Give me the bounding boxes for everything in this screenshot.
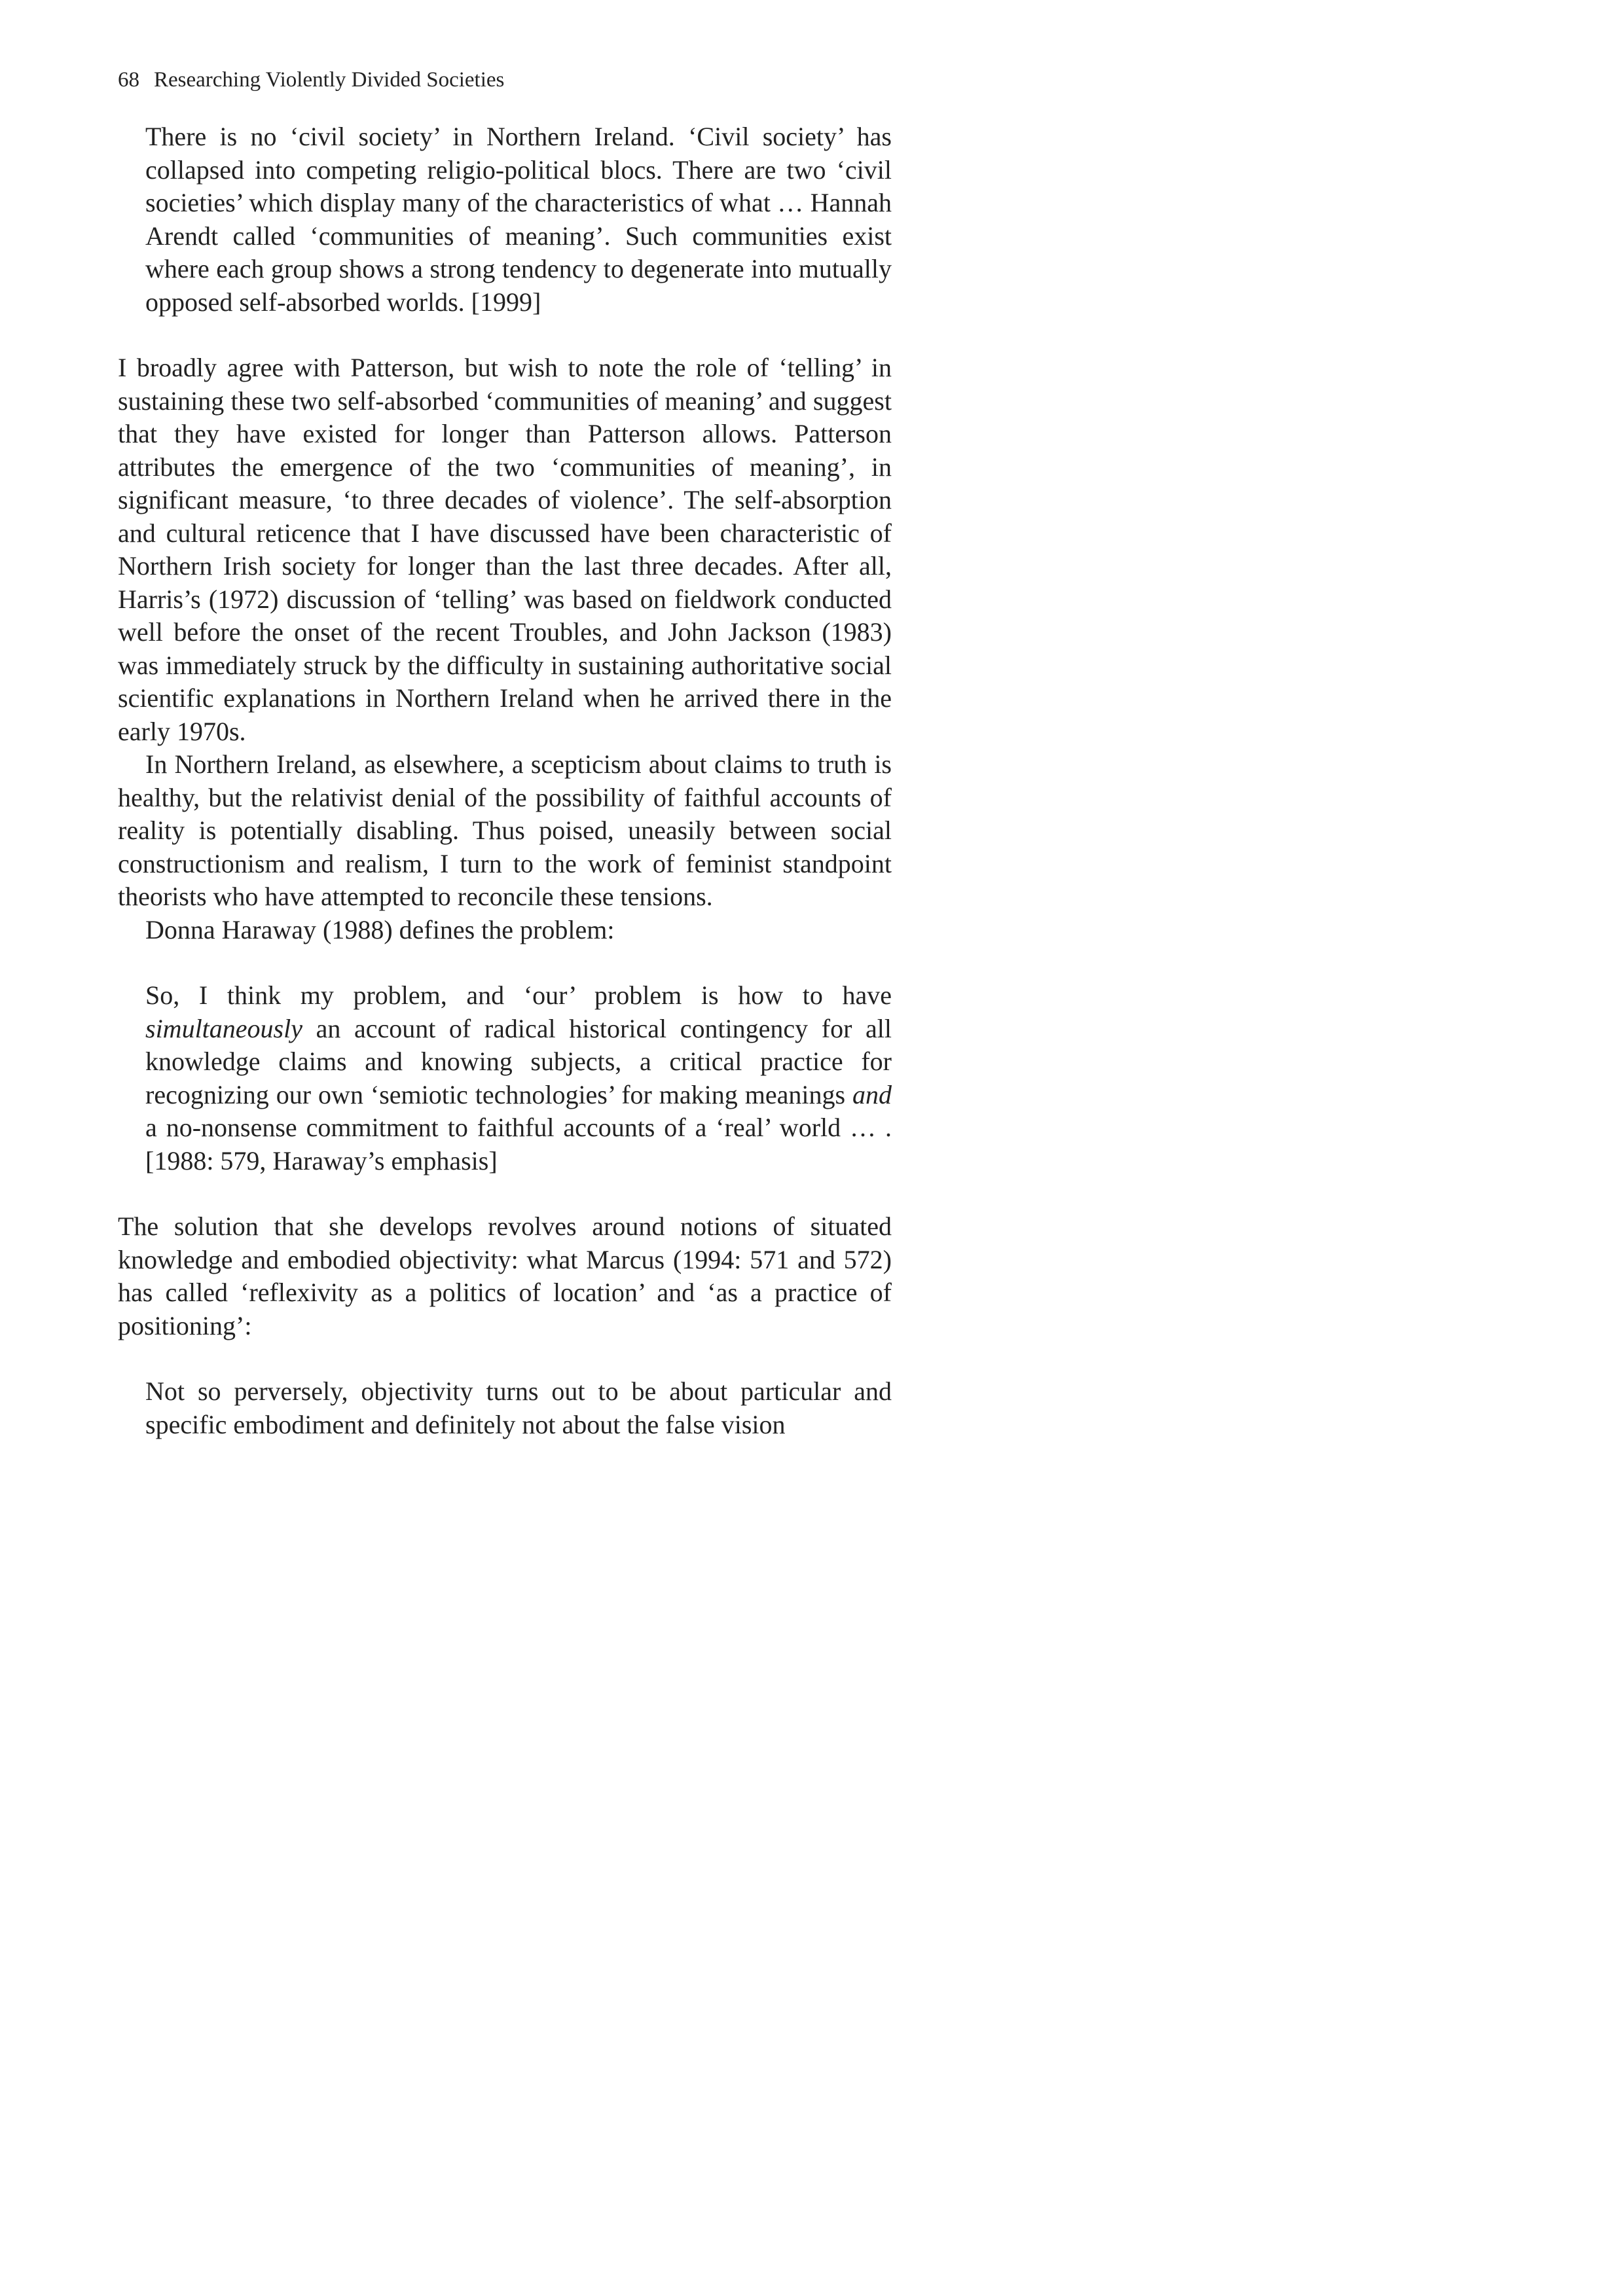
quote-text: an account of radical historical contingency for all knowledge claims and knowing subjects, a critical practice for recognizing our own ‘semiotic technologies’ for making meanings	[145, 1013, 892, 1109]
quote-emphasis: and	[852, 1079, 892, 1109]
quote-text: a no-nonsense commitment to faithful accounts of a ‘real’ world … . [1988: 579, Haraway’s emphasis]	[145, 1113, 892, 1175]
running-title: Researching Violently Divided Societies	[154, 68, 505, 92]
paragraph-situated-knowledge: The solution that she develops revolves around notions of situated knowledge and embodied objectivity: what Marcus (1994: 571 and 572) has called ‘reflexivity as a politics of location’ and ‘as a practice of positioning’:	[118, 1211, 892, 1340]
quote-text: So, I think my problem, and ‘our’ problem is how to have	[145, 980, 892, 1010]
page-number: 68	[118, 68, 139, 92]
block-quote-objectivity: Not so perversely, objectivity turns out to be about particular and specific embodiment and definitely not about the false vision	[145, 1376, 892, 1439]
paragraph-scepticism: In Northern Ireland, as elsewhere, a scepticism about claims to truth is healthy, but the relativist denial of the possibility of faithful accounts of reality is potentially disabling. Thus poised, uneasily between social constructionism and realism, I turn to the work of feminist standpoint theorists who have attempted to reconcile these tensions.	[118, 749, 892, 911]
block-quote-haraway	[145, 979, 892, 1177]
book-page	[118, 65, 892, 1474]
running-header	[118, 65, 892, 94]
block-quote-patterson: There is no ‘civil society’ in Northern Ireland. ‘Civil society’ has collapsed into competing religio-political blocs. There are two ‘civil societies’ which display many of the characteristics of what … Hannah Arendt called ‘communities of meaning’. Such communities exist where each group shows a strong tendency to degenerate into mutually opposed self-absorbed worlds. [1999]	[145, 122, 892, 317]
paragraph-telling: I broadly agree with Patterson, but wish to note the role of ‘telling’ in sustaining these two self-absorbed ‘communities of meaning’ and suggest that they have existed for longer than Patterson allows. Patterson attributes the emergence of the two ‘communities of meaning’, in significant measure, ‘to three decades of violence’. The self-absorption and cultural reticence that I have discussed have been characteristic of Northern Irish society for longer than the last three decades. After all, Harris’s (1972) discussion of ‘telling’ was based on fieldwork conducted well before the onset of the recent Troubles, and John Jackson (1983) was immediately struck by the difficulty in sustaining authoritative social scientific explanations in Northern Ireland when he arrived there in the early 1970s.	[118, 353, 892, 746]
paragraph-haraway-intro: Donna Haraway (1988) defines the problem:	[145, 914, 615, 944]
quote-emphasis: simultaneously	[145, 1013, 302, 1043]
